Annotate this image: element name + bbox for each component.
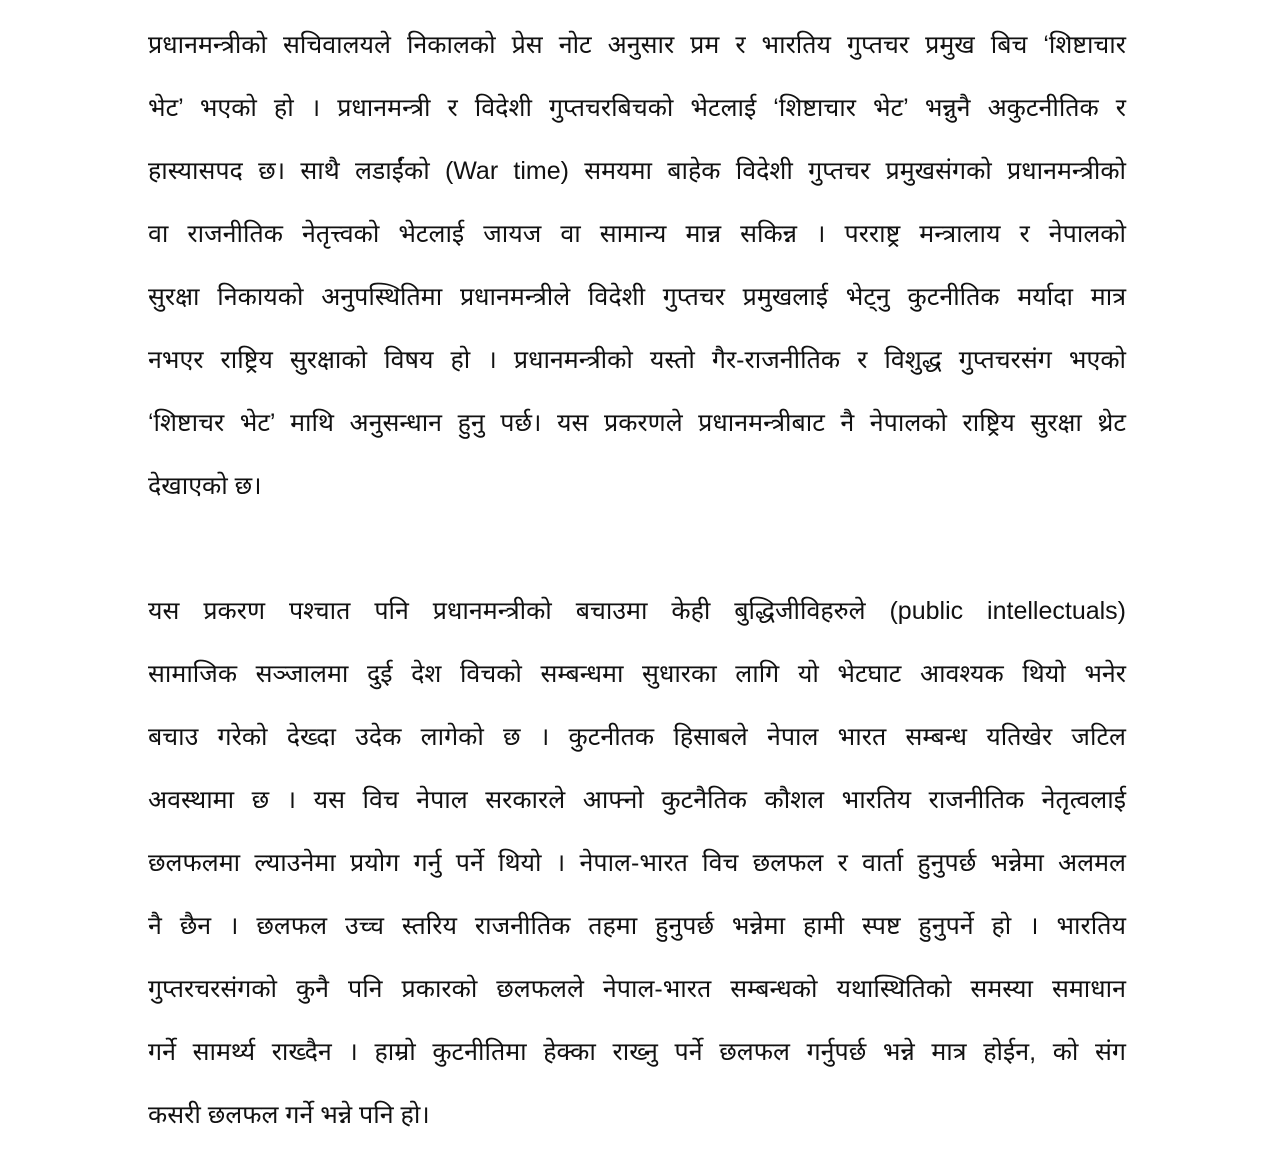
text-line: नभएर राष्ट्रिय सुरक्षाको विषय हो । प्रधानमन्त्रीको यस्तो गैर-राजनीतिक र विशुद्ध गुप्तचरसंग भएको: [148, 346, 1126, 374]
text-line: सुरक्षा निकायको अनुपस्थितिमा प्रधानमन्त्रीले विदेशी गुप्तचर प्रमुखलाई भेट्नु कुटनीतिक मर्यादा मात्र: [148, 283, 1126, 311]
text-line: गुप्तरचरसंगको कुनै पनि प्रकारको छलफलले नेपाल-भारत सम्बन्धको यथास्थितिको समस्या समाधान: [148, 975, 1126, 1003]
paragraph-2: [148, 584, 1126, 1151]
text-line: ‘शिष्टाचर भेट’ माथि अनुसन्धान हुनु पर्छ। यस प्रकरणले प्रधानमन्त्रीबाट नै नेपालको राष्ट्रिय सुरक्षा थ्रेट: [148, 409, 1126, 437]
text-line: भेट’ भएको हो । प्रधानमन्त्री र विदेशी गुप्तचरबिचको भेटलाई ‘शिष्टाचार भेट’ भन्नुनै अकुटनीतिक र: [148, 94, 1126, 122]
text-line: बचाउ गरेको देख्दा उदेक लागेको छ । कुटनीतक हिसाबले नेपाल भारत सम्बन्ध यतिखेर जटिल: [148, 723, 1126, 751]
text-line: हास्यासपद छ। साथै लडाईंको (War time) समयमा बाहेक विदेशी गुप्तचर प्रमुखसंगको प्रधानमन्त्रीको: [148, 157, 1126, 185]
text-line: सामाजिक सञ्जालमा दुई देश विचको सम्बन्धमा सुधारका लागि यो भेटघाट आवश्यक थियो भनेर: [148, 660, 1126, 688]
paragraph-1: [148, 18, 1126, 522]
text-line-last: कसरी छलफल गर्ने भन्ने पनि हो।: [148, 1101, 430, 1129]
text-line: गर्ने सामर्थ्य राख्दैन । हाम्रो कुटनीतिमा हेक्का राख्नु पर्ने छलफल गर्नुपर्छ भन्ने मात्र होईन, को संग: [148, 1038, 1126, 1066]
text-line-last: देखाएको छ।: [148, 472, 262, 500]
text-line: वा राजनीतिक नेतृत्त्वको भेटलाई जायज वा सामान्य मान्न सकिन्न । परराष्ट्र मन्त्रालाय र नेपालको: [148, 220, 1126, 248]
text-line: अवस्थामा छ । यस विच नेपाल सरकारले आफ्नो कुटनैतिक कौशल भारतिय राजनीतिक नेतृत्वलाई: [148, 786, 1126, 814]
text-line: छलफलमा ल्याउनेमा प्रयोग गर्नु पर्ने थियो । नेपाल-भारत विच छलफल र वार्ता हुनुपर्छ भन्नेमा अलमल: [148, 849, 1126, 877]
document-page: [148, 18, 1126, 1151]
text-line: नै छैन । छलफल उच्च स्तरिय राजनीतिक तहमा हुनुपर्छ भन्नेमा हामी स्पष्ट हुनुपर्ने हो । भारतिय: [148, 912, 1126, 940]
text-line: यस प्रकरण पश्चात पनि प्रधानमन्त्रीको बचाउमा केही बुद्धिजीविहरुले (public intellectuals): [148, 597, 1126, 625]
text-line: प्रधानमन्त्रीको सचिवालयले निकालको प्रेस नोट अनुसार प्रम र भारतिय गुप्तचर प्रमुख बिच ‘शिष्टाचार: [148, 31, 1126, 59]
